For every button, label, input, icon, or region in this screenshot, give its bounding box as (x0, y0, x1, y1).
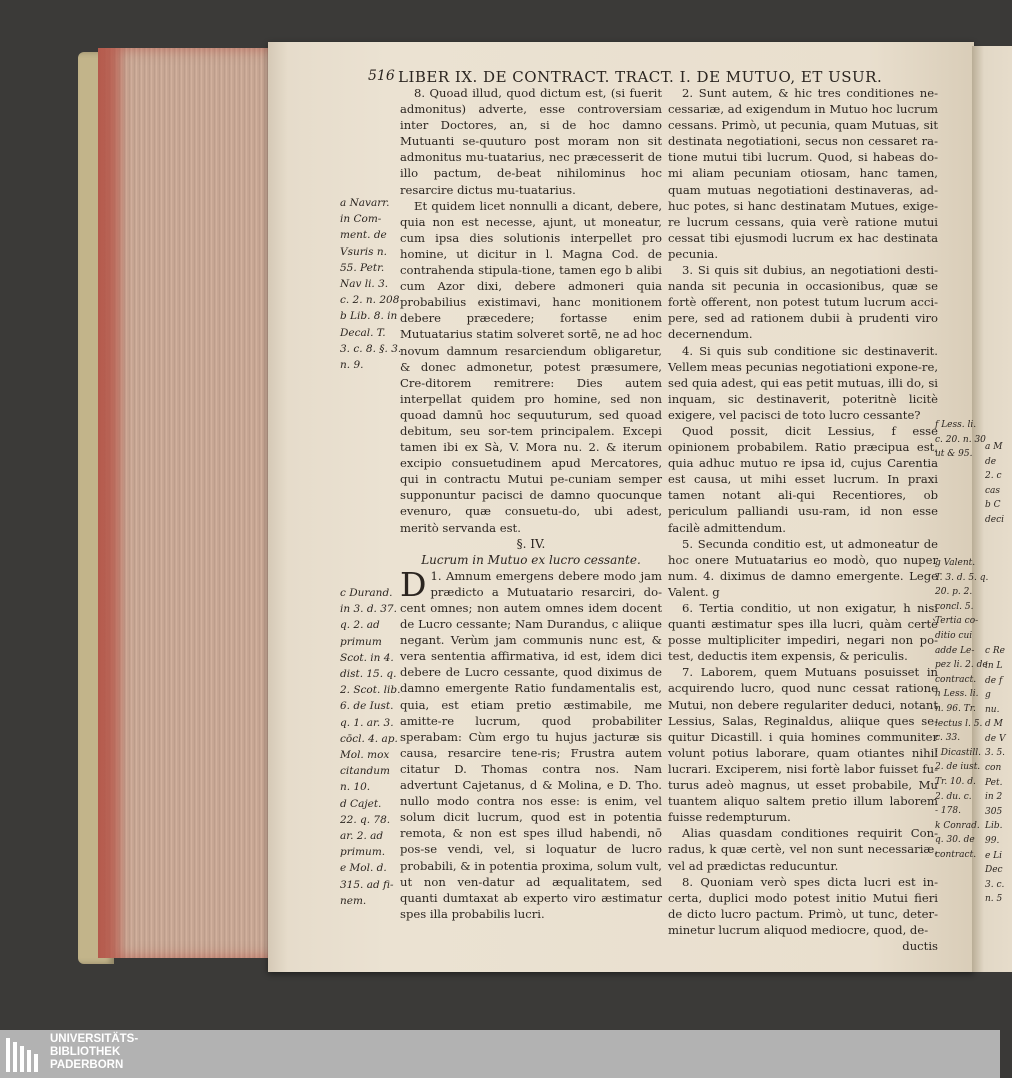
red-edge-tint (98, 48, 126, 958)
section-title: §. IV. (516, 536, 546, 551)
margin-note-g: g Valent. T. 3. d. 5. q. 20. p. 2. concl. 5. Tertia co- ditio cui adde Le- pez li. 2. de contract. h Less. li. n. 96. Tr. lectus l. 5. c. 33. i Dicastill. 2. de iust. Tr. 10. d. 2. du. c. - 178. k Conrad. q. 30. de contract. (935, 558, 989, 860)
margin-note-f: f Less. li. c. 20. n. 30 ut & 95. (935, 420, 986, 460)
paragraph-number: 1. (430, 568, 442, 583)
library-footer (0, 1030, 1000, 1078)
right-column (668, 85, 938, 954)
catchword: ductis (902, 938, 938, 953)
left-column (400, 85, 662, 922)
page-number: 516 (368, 68, 395, 84)
paragraph: 7. Laborem, quem Mutuans posuisset in acquirendo lucro, quod nunc cessat ratione Mutui, non debere regulariter deduci, notant Lessius, Salas, Reginaldus, aliique ques se-quitur Dicastill. i quia homines communiter volunt potius laborare, quam otiantes nihil lucrari. Exciperem, nisi fortè labor fuisset fu-turus adeò magnus, ut esset probabile, Mu tuantem aliquo saltem pretio illum laborem fuisse redempturum. (668, 665, 938, 825)
running-header: LIBER IX. DE CONTRACT. TRACT. I. DE MUTUO, ET USUR. (398, 68, 883, 86)
margin-note-a: a Navarr. in Com- ment. de Vsuris n. 55. Petr. Nav li. 3. c. 2. n. 208 b Lib. 8. in Decal. T. 3. c. 8. §. 3. n. 9. (340, 197, 402, 372)
paragraph: 6. Tertia conditio, ut non exigatur, h nisi quanti æstimatur spes illa lucri, quàm certè posse multipliciter impediri, negari non po-test, deductis item expensis, & periculis. (668, 601, 938, 664)
paragraph: 8. Quoad illud, quod dictum est, (si fuerit admonitus) adverte, esse controversiam inter Doctores, an, si de hoc damno Mutuanti se-quuturo post moram non sit admonitus mu-tuatarius, nec præcesserit de illo pactum, de-beat nihilominus hoc resarcire dictus mu-tuatarius. (400, 86, 662, 197)
drop-cap: D (400, 564, 427, 604)
library-logo-icon (6, 1038, 42, 1072)
paragraph: 8. Quoniam verò spes dicta lucri est in-certa, duplici modo potest initio Mutui fieri de dicto lucro pactum. Primò, ut tunc, deter-minetur lucrum aliquod mediocre, quod, de- (668, 874, 938, 937)
paragraph: 5. Secunda conditio est, ut admoneatur de hoc onere Mutuatarius eo modò, quo nuper num. 4. diximus de damno emergente. Lege Valent. g (668, 536, 938, 599)
facing-page-notes: a M de 2. c cas b C deci c Re in L de f g nu. d M de V 3. 5. con Pet. in 2 305 Lib. 99. e Li Dec 3. c. n. 5 (985, 442, 1006, 905)
library-line: UNIVERSITÄTS- (50, 1033, 139, 1045)
library-line: BIBLIOTHEK (50, 1046, 121, 1058)
library-line: PADERBORN (50, 1059, 124, 1071)
paragraph: Alias quasdam conditiones requirit Con-radus, k quæ certè, vel non sunt necessariæ, vel ad prædictas reducuntur. (668, 826, 938, 873)
margin-note-c: c Durand. in 3. d. 37. q. 2. ad primum Scot. in 4. dist. 15. q. 2. Scot. lib. 6. de Iust. q. 1. ar. 3. cōcl. 4. ap. Mol. mox citandum n. 10. d Cajet. 22. q. 78. ar. 2. ad primum. e Mol. d. 315. ad fi- nem. (340, 587, 401, 907)
paragraph: 4. Si quis sub conditione sic destinaverit. Vellem meas pecunias negotiationi expone-re, sed quia adest, qui eas petit mutuas, illi do, si inquam, sic destinaverit, poteritnè licitè exigere, vel pacisci de toto lucro cessante? (668, 343, 938, 422)
paragraph: Quod possit, dicit Lessius, f esse opinionem probabilem. Ratio præcipua est, quia adhuc mutuo re ipsa id, cujus Carentia est causa, ut mihi esset lucrum. In praxi tamen notant ali-qui Recentiores, ob periculum palliandi usu-ram, id non esse facilè admittendum. (668, 423, 938, 535)
paragraph: 3. Si quis sit dubius, an negotiationi desti-nanda sit pecunia in occasionibus, quæ se fortè offerent, non potest tutum lucrum acci-pere, sed ad rationem dubii à prudenti viro decernendum. (668, 263, 938, 342)
paragraph: 2. Sunt autem, & hic tres conditiones ne-cessariæ, ad exigendum in Mutuo hoc lucrum cessans. Primò, ut pecunia, quam Mutuas, sit destinata negotiationi, secus non cessaret ra-tione mutui tibi lucrum. Quod, si habeas do-mi aliam pecuniam otiosam, hanc tamen, quam mutuas negotiationi destinaveras, ad-huc potes, si hanc destinatam Mutues, exige-re lucrum cessans, quia verè ratione mutui cessat tibi ejusmodi lucrum ex hac destinata pecunia. (668, 86, 938, 261)
library-name (50, 1033, 138, 1072)
section-subtitle: Lucrum in Mutuo ex lucro cessante. (421, 552, 641, 567)
paragraph-dropcap (400, 564, 663, 922)
paragraph-text: Amnum emergens debere modo jam prædicto a Mutuatario resarciri, do-cent omnes; non autem omnes idem docent de Lucro cessante; Nam Durandus, c aliique negant. Verùm jam communis nunc est, & vera sententia affirmativa, id est, idem dici debere de Lucro cessante, quod diximus de damno emergente Ratio fundamentalis est, quia, est etiam pretio æstimabile, me amitte-re lucrum, quod probabiliter sperabam: Cùm ergo tu hujus jacturæ sis causa, resarcire tene-ris; Frustra autem citatur D. Thomas contra nos. Nam advertunt Cajetanus, d & Molina, e D. Tho. nullo modo contra nos esse: is enim, vel solum dicit lucrum, quod est in potentia remota, & non est spes illud habendi, nō pos-se vendi, vel, si loquatur de lucro probabili, & in potentia proxima, solum vult, ut non ven-datur ad æqualitatem, sed quanti dumtaxat ab experto viro æstimatur spes illa probabilis lucri. (400, 568, 663, 921)
paragraph: Et quidem licet nonnulli a dicant, debere, quia non est necesse, ajunt, ut moneatur, cum ipsa dies solutionis interpellet pro homine, ut dicitur in l. Magna Cod. de contrahenda stipula-tione, tamen ego b alibi cum Azor dixi, debere admoneri quia probabilius existimavi, hanc monitionem debere præcedere; fortasse enim Mutuatarius statim solveret sortē, ne ad hoc novum damnum resarciendum obligaretur, & donec admonetur, potest præsumere, Cre-ditorem remitrere: Dies autem interpellat quidem pro homine, sed non quoad damnū hoc sequuturum, sed quoad debitum, seu sor-tem principalem. Excepi tamen ibi ex Sà, V. Mora nu. 2. & iterum excipio consuetudinem apud Mercatores, qui in contractu Mutui pe-cuniam semper supponuntur pacisci de damno quocunque evenuro, quæ consuetu-do, ubi adest, meritò servanda est. (400, 198, 662, 535)
